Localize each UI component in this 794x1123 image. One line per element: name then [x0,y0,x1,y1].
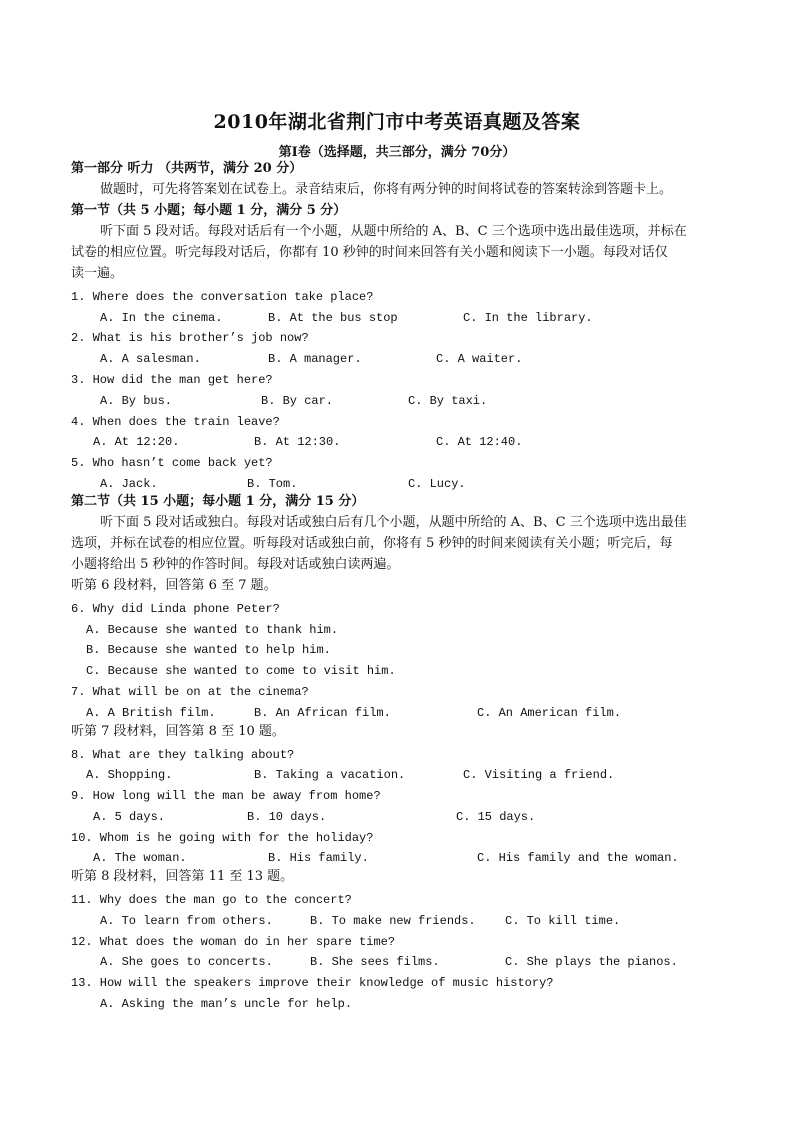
section1-instruction-1: 听下面 5 段对话。每段对话后有一个小题，从题中所给的 A、B、C 三个选项中选出最佳选项，并标在 [100,224,687,239]
q12-option-b: B. She sees films. [310,955,440,969]
q6-option-c: C. Because she wanted to come to visit him. [86,664,396,678]
q8-option-c: C. Visiting a friend. [463,768,615,782]
q7-option-c: C. An American film. [477,706,622,720]
q4-option-c: C. At 12:40. [436,435,523,449]
question-3: 3. How did the man get here? [71,373,273,387]
section1-instruction-3: 读一遍。 [71,266,124,281]
section2-instruction-3: 小题将给出 5 秒钟的作答时间。每段对话或独白读两遍。 [71,557,400,572]
q10-option-b: B. His family. [268,851,369,865]
q8-option-a: A. Shopping. [86,768,173,782]
q7-option-a: A. A British film. [86,706,216,720]
section1-heading: 第一节（共 5 小题；每小题 1 分，满分 5 分） [71,203,347,218]
section2-heading: 第二节（共 15 小题；每小题 1 分，满分 15 分） [71,494,365,509]
q2-option-b: B. A manager. [268,352,362,366]
q3-option-b: B. By car. [261,394,334,408]
section2-instruction-2: 选项，并标在试卷的相应位置。听每段对话或独白前，你将有 5 秒钟的时间来阅读有关小题；听完后，每 [71,536,673,551]
question-13: 13. How will the speakers improve their knowledge of music history? [71,976,554,990]
material-6-note: 听第 6 段材料，回答第 6 至 7 题。 [71,578,277,593]
q10-option-c: C. His family and the woman. [477,851,679,865]
q2-option-c: C. A waiter. [436,352,523,366]
section1-instruction-2: 试卷的相应位置。听完每段对话后，你都有 10 秒钟的时间来回答有关小题和阅读下一小题。每段对话仅 [71,245,668,260]
question-1: 1. Where does the conversation take place? [71,290,374,304]
question-6: 6. Why did Linda phone Peter? [71,602,280,616]
part1-intro: 做题时，可先将答案划在试卷上。录音结束后，你将有两分钟的时间将试卷的答案转涂到答题卡上。 [100,182,673,197]
q8-option-b: B. Taking a vacation. [254,768,406,782]
question-10: 10. Whom is he going with for the holiday? [71,831,374,845]
part1-heading: 第一部分 听力 （共两节，满分 20 分） [71,161,303,176]
q6-option-b: B. Because she wanted to help him. [86,643,331,657]
q2-option-a: A. A salesman. [100,352,201,366]
q4-option-b: B. At 12:30. [254,435,341,449]
q1-option-a: A. In the cinema. [100,311,223,325]
q11-option-c: C. To kill time. [505,914,621,928]
q1-option-b: B. At the bus stop [268,311,398,325]
q12-option-c: C. She plays the pianos. [505,955,678,969]
question-12: 12. What does the woman do in her spare time? [71,935,396,949]
q11-option-a: A. To learn from others. [100,914,273,928]
page-title: 2010年湖北省荆门市中考英语真题及答案 [213,111,581,133]
q5-option-b: B. Tom. [247,477,298,491]
question-11: 11. Why does the man go to the concert? [71,893,352,907]
q12-option-a: A. She goes to concerts. [100,955,273,969]
q9-option-a: A. 5 days. [93,810,166,824]
q5-option-c: C. Lucy. [408,477,466,491]
q1-option-c: C. In the library. [463,311,593,325]
q9-option-c: C. 15 days. [456,810,536,824]
paper-subtitle: 第Ⅰ卷（选择题，共三部分，满分 70分） [278,145,516,160]
question-7: 7. What will be on at the cinema? [71,685,309,699]
q3-option-c: C. By taxi. [408,394,488,408]
q10-option-a: A. The woman. [93,851,187,865]
section2-instruction-1: 听下面 5 段对话或独白。每段对话或独白后有几个小题，从题中所给的 A、B、C 三个选项中选出最佳 [100,515,687,530]
q5-option-a: A. Jack. [100,477,158,491]
q11-option-b: B. To make new friends. [310,914,476,928]
material-7-note: 听第 7 段材料，回答第 8 至 10 题。 [71,724,285,739]
q9-option-b: B. 10 days. [247,810,327,824]
material-8-note: 听第 8 段材料，回答第 11 至 13 题。 [71,869,294,884]
question-5: 5. Who hasn’t come back yet? [71,456,273,470]
q13-option-a: A. Asking the man’s uncle for help. [100,997,353,1011]
q4-option-a: A. At 12:20. [93,435,180,449]
q7-option-b: B. An African film. [254,706,391,720]
question-8: 8. What are they talking about? [71,748,295,762]
q3-option-a: A. By bus. [100,394,173,408]
question-9: 9. How long will the man be away from home? [71,789,381,803]
q6-option-a: A. Because she wanted to thank him. [86,623,339,637]
question-2: 2. What is his brother’s job now? [71,331,309,345]
question-4: 4. When does the train leave? [71,415,280,429]
